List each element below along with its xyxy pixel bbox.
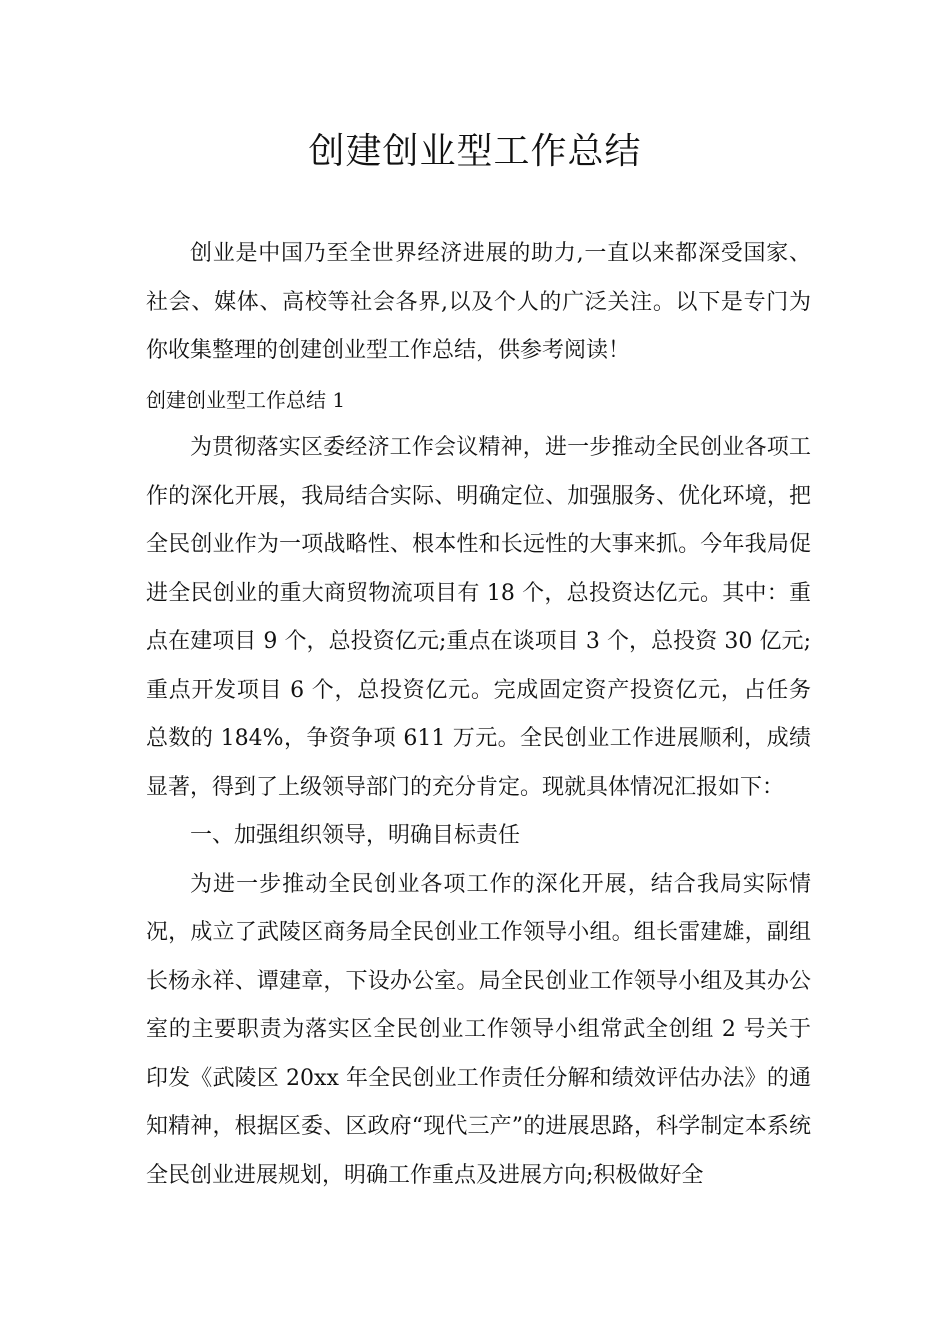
body-paragraph-2: 为进一步推动全民创业各项工作的深化开展，结合我局实际情况，成立了武陵区商务局全民创业工作领导小组。组长雷建雄，副组长杨永祥、谭建章，下设办公室。局全民创业工作领导小组及其办公室的主要职责为落实区全民创业工作领导小组常武全创组 2 号关于印发《武陵区 20xx 年全民创业工作责任分解和绩效评估办法》的通知精神，根据区委、区政府“现代三产”的进展思路，科学制定本系统全民创业进展规划，明确工作重点及进展方向;积极做好全 bbox=[146, 871, 811, 1188]
summary-subtitle: 创建创业型工作总结 1 bbox=[146, 387, 346, 412]
body-paragraph-1: 为贯彻落实区委经济工作会议精神，进一步推动全民创业各项工作的深化开展，我局结合实际、明确定位、加强服务、优化环境，把全民创业作为一项战略性、根本性和长远性的大事来抓。今年我局促进全民创业的重大商贸物流项目有 18 个，总投资达亿元。其中：重点在建项目 9 个，总投资亿元;重点在谈项目 3 个，总投资 30 亿元;重点开发项目 6 个，总投资亿元。完成固定资产投资亿元，占任务总数的 184%，争资争项 611 万元。全民创业工作进展顺利，成绩显著，得到了上级领导部门的充分肯定。现就具体情况汇报如下： bbox=[146, 435, 811, 800]
intro-paragraph: 创业是中国乃至全世界经济进展的助力,一直以来都深受国家、社会、媒体、高校等社会各界,以及个人的广泛关注。以下是专门为你收集整理的创建创业型工作总结，供参考阅读！ bbox=[146, 241, 811, 363]
document-title: 创建创业型工作总结 bbox=[308, 131, 642, 172]
document-body bbox=[146, 230, 811, 1200]
section-heading-1: 一、加强组织领导，明确目标责任 bbox=[190, 823, 521, 848]
